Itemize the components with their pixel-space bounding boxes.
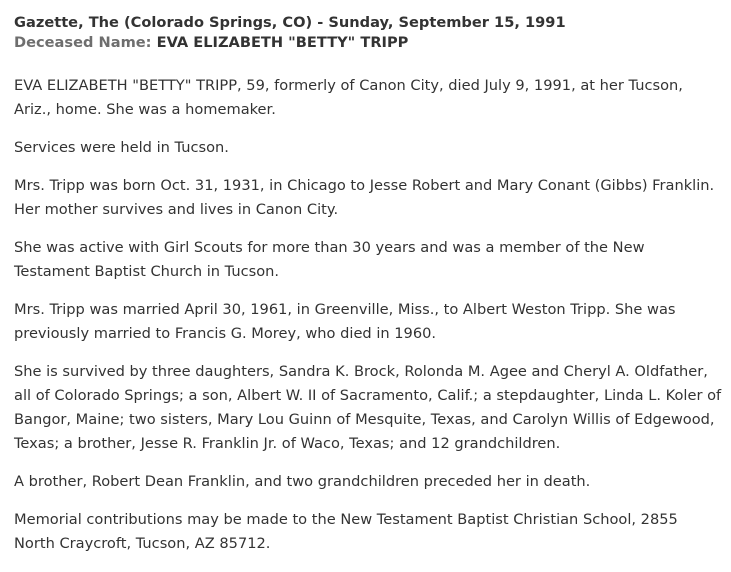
obituary-paragraph: A brother, Robert Dean Franklin, and two grandchildren preceded her in death. (14, 473, 591, 490)
obituary-paragraph: Mrs. Tripp was born Oct. 31, 1931, in Chicago to Jesse Robert and Mary Conant (Gibbs) Franklin. Her mother survives and lives in Canon City. (14, 177, 715, 218)
publication-date: Sunday, September 15, 1991 (328, 14, 566, 31)
deceased-name-label: Deceased Name: (14, 34, 157, 51)
obituary-paragraph: Memorial contributions may be made to the New Testament Baptist Christian School, 2855 North Craycroft, Tucson, AZ 85712. (14, 511, 678, 552)
obituary-paragraph: EVA ELIZABETH "BETTY" TRIPP, 59, formerly of Canon City, died July 9, 1991, at her Tucson, Ariz., home. She was a homemaker. (14, 77, 683, 118)
publication-name: Gazette, The (Colorado Springs, CO) (14, 14, 313, 31)
article-headline (14, 13, 722, 33)
obituary-paragraph: She is survived by three daughters, Sandra K. Brock, Rolonda M. Agee and Cheryl A. Oldfather, all of Colorado Springs; a son, Albert W. II of Sacramento, Calif.; a stepdaughter, Linda L. Koler of Bangor, Maine; two sisters, Mary Lou Guinn of Mesquite, Texas, and Carolyn Willis of Edgewood, Texas; a brother, Jesse R. Franklin Jr. of Waco, Texas; and 12 grandchildren. (14, 363, 722, 452)
obituary-article (14, 13, 722, 570)
obituary-paragraph: She was active with Girl Scouts for more than 30 years and was a member of the New Testament Baptist Church in Tucson. (14, 239, 645, 280)
obituary-paragraph: Mrs. Tripp was married April 30, 1961, in Greenville, Miss., to Albert Weston Tripp. She was previously married to Francis G. Morey, who died in 1960. (14, 301, 676, 342)
headline-separator: - (312, 14, 329, 31)
obituary-paragraph: Services were held in Tucson. (14, 139, 229, 156)
deceased-name-line (14, 33, 722, 53)
deceased-name-value: EVA ELIZABETH "BETTY" TRIPP (156, 34, 409, 51)
obituary-body (14, 74, 722, 556)
